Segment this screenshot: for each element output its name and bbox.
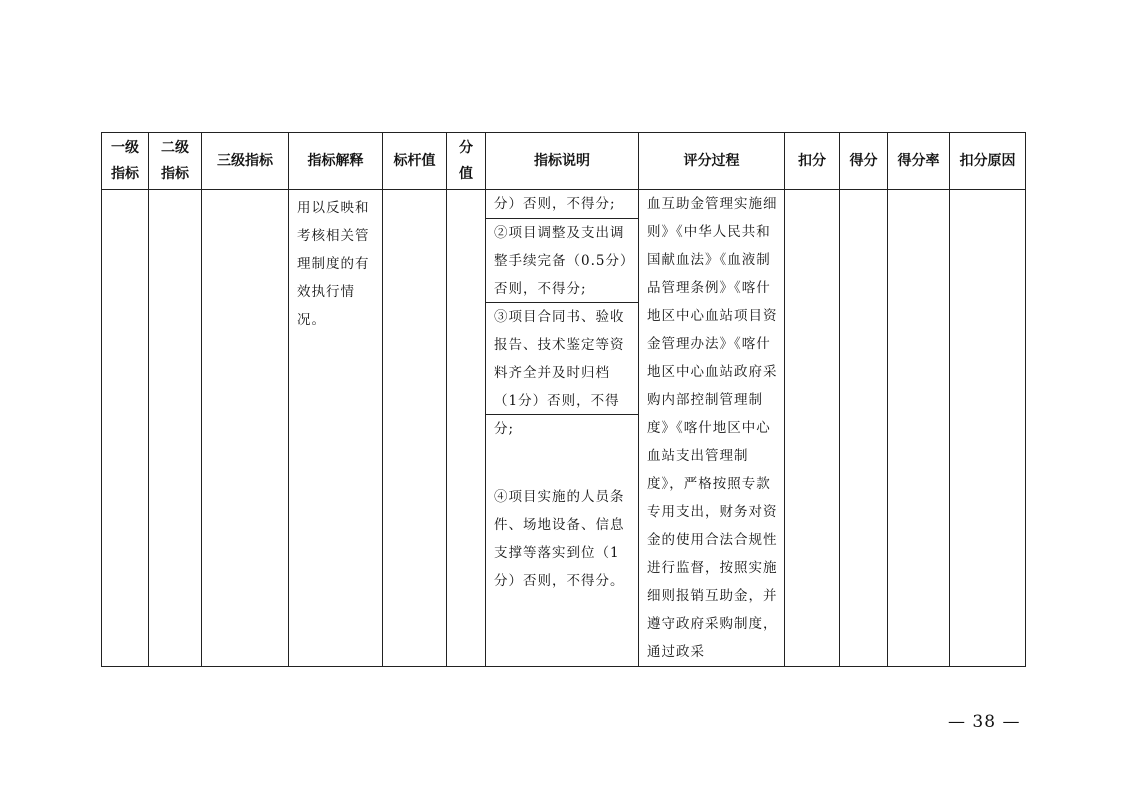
- explanation-text: 用以反映和考核相关管理制度的有效执行情况。: [297, 200, 370, 328]
- description-item-1: [486, 190, 638, 219]
- description-item-2-text: ②项目调整及支出调整手续完备（0.5分）否则，不得分;: [494, 225, 628, 297]
- header-deduction: 扣分: [785, 133, 840, 190]
- header-row: [102, 133, 1026, 190]
- description-item-3: [486, 303, 638, 437]
- table-row: [102, 190, 1026, 667]
- header-score-line2: 值: [459, 166, 473, 182]
- header-level1: [102, 133, 149, 190]
- header-reason: 扣分原因: [950, 133, 1026, 190]
- header-score: [447, 133, 486, 190]
- cell-obtained: [840, 190, 888, 667]
- header-level2-line2: 指标: [161, 166, 189, 182]
- header-level1-line2: 指标: [111, 166, 139, 182]
- cell-deduction: [785, 190, 840, 667]
- header-level2-line1: 二级: [161, 140, 189, 156]
- description-item-2: [486, 219, 638, 303]
- process-text: 血互助金管理实施细则》《中华人民共和国献血法》《血液制品管理条例》《喀什地区中心血站项目资金管理办法》《喀什地区中心血站政府采购内部控制管理制度》《喀什地区中心血站支出管理制度》，严格按照专款专用支出，财务对资金的使用合法合规性进行监督，按照实施细则报销互助金，并遵守政府采购制度，通过政采: [647, 196, 778, 660]
- header-obtained: 得分: [840, 133, 888, 190]
- description-item-1-text: 分）否则，不得分;: [494, 196, 616, 212]
- cell-process: [639, 190, 785, 667]
- cell-level1: [102, 190, 149, 667]
- header-rate: 得分率: [888, 133, 950, 190]
- page-number: — 38 —: [948, 712, 1021, 732]
- description-item-4-text: ④项目实施的人员条件、场地设备、信息支撑等落实到位（1分）否则，不得分。: [494, 489, 625, 589]
- header-benchmark: 标杆值: [383, 133, 447, 190]
- description-item-3-text: ③项目合同书、验收报告、技术鉴定等资料齐全并及时归档（1分）否则，不得分;: [494, 309, 625, 437]
- header-description: 指标说明: [486, 133, 639, 190]
- header-score-line1: 分: [459, 140, 473, 156]
- header-explanation: 指标解释: [289, 133, 383, 190]
- header-level3: 三级指标: [202, 133, 289, 190]
- cell-score: [447, 190, 486, 667]
- description-item-4: [486, 415, 638, 663]
- cell-benchmark: [383, 190, 447, 667]
- cell-description: [486, 190, 639, 667]
- header-process: 评分过程: [639, 133, 785, 190]
- cell-reason: [950, 190, 1026, 667]
- header-level2: [149, 133, 202, 190]
- cell-level3: [202, 190, 289, 667]
- evaluation-table: [101, 132, 1026, 667]
- header-level1-line1: 一级: [111, 140, 139, 156]
- cell-rate: [888, 190, 950, 667]
- cell-explanation: [289, 190, 383, 667]
- cell-level2: [149, 190, 202, 667]
